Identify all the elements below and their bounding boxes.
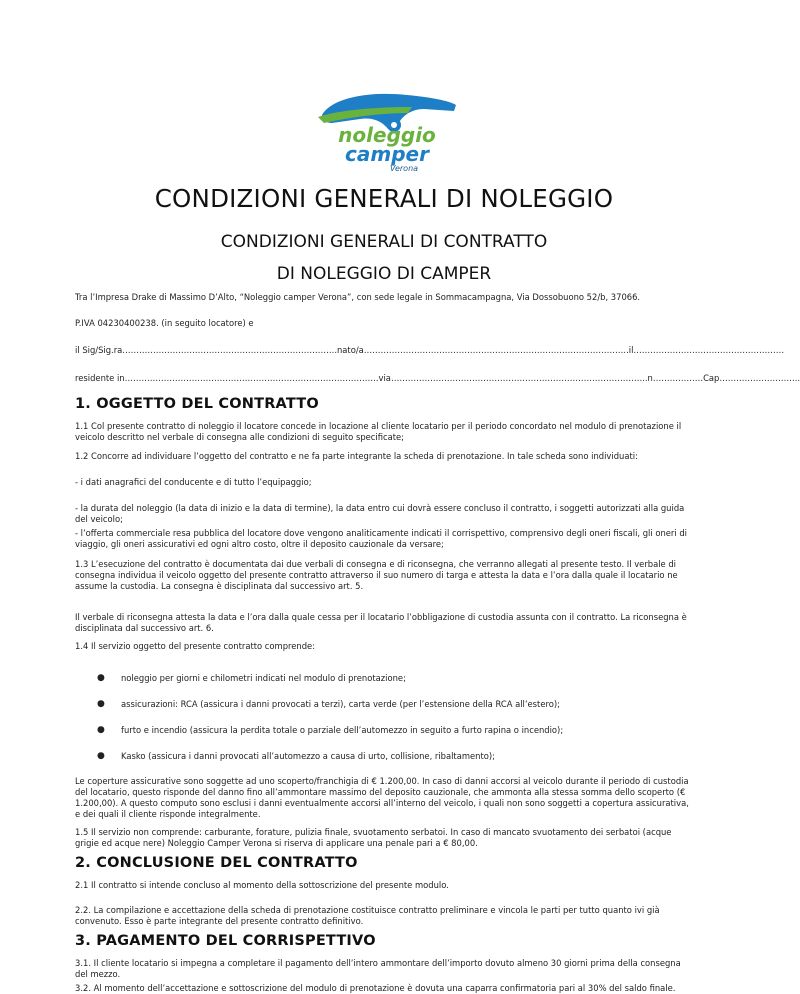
section-1-3: 1.3 L’esecuzione del contratto è documentata dai due verbali di consegna e di riconsegna, che verranno allegati al presente testo. Il verbale di consegna individua il veicolo oggetto del presente contratto attraverso il suo numero di targa e attesta la data e l’ora dalla quale il locatario ne assume la custodia. La consegna è disciplinata dal successivo art. 5. [75, 559, 678, 591]
intro-client-address-line: residente in……………………………………………………………………………….via………………………………………………………………………………..n………………Cap……………………….. [75, 373, 800, 383]
section-3-heading: 3. PAGAMENTO DEL CORRISPETTIVO [75, 933, 376, 949]
section-2-1: 2.1 Il contratto si intende concluso al momento della sottoscrizione del presente modulo. [75, 880, 449, 890]
section-1-2-item-3: - l’offerta commerciale resa pubblica del locatore dove vengono analiticamente indicati il corrispettivo, comprensivo degli oneri fiscali, gli oneri di viaggio, gli oneri assicurativi ed ogni altro costo, oltre il deposito cauzionale da versare; [75, 528, 688, 549]
document-subtitle-1: CONDIZIONI GENERALI DI CONTRATTO [220, 232, 548, 252]
section-1-insurance-note: Le coperture assicurative sono soggette ad uno scoperto/franchigia di € 1.200,00. In caso di danni accorsi al veicolo durante il periodo di custodia del locatario, questo risponde del danno fino all’ammontare massimo del deposito cauzionale, che ammonta alla stessa somma dello scoperto (€ 1.200,00). A questo computo sono esclusi i danni eventualmente accorsi all’interno del veicolo, i quali non sono soggetti a copertura assicurativa, e dei quali il cliente risponde integralmente. [75, 776, 689, 819]
document-title: CONDIZIONI GENERALI DI NOLEGGIO [154, 184, 614, 213]
list-item-text: Kasko (assicura i danni provocati all’automezzo a causa di urto, collisione, ribaltamento); [121, 751, 495, 761]
section-1-3-riconsegna: Il verbale di riconsegna attesta la data e l’ora dalla quale cessa per il locatario l’obbligazione di custodia assunta con il contratto. La riconsegna è disciplinata dal successivo art. 6. [75, 612, 687, 633]
svg-text:Verona: Verona [389, 164, 419, 173]
document-subtitle-2: DI NOLEGGIO DI CAMPER [276, 264, 492, 284]
svg-text:noleggio: noleggio [338, 123, 436, 147]
section-1-heading: 1. OGGETTO DEL CONTRATTO [75, 396, 319, 412]
list-item [0, 673, 768, 685]
noleggio-camper-verona-logo [312, 85, 462, 175]
section-3-1: 3.1. Il cliente locatario si impegna a completare il pagamento dell’intero ammontare dell’importo dovuto almeno 30 giorni prima della consegna del mezzo. [75, 958, 681, 979]
section-1-2-item-1: - i dati anagrafici del conducente e di tutto l’equipaggio; [75, 477, 312, 487]
section-2-2: 2.2. La compilazione e accettazione della scheda di prenotazione costituisce contratto preliminare e vincola le parti per tutto quanto ivi già convenuto. Esso è parte integrante del presente contratto definitivo. [75, 905, 660, 926]
list-item-text: assicurazioni: RCA (assicura i danni provocati a terzi), carta verde (per l’estensione della RCA all’estero); [121, 699, 560, 709]
bullet-icon: ● [97, 751, 105, 761]
intro-parties: Tra l’Impresa Drake di Massimo D’Alto, “Noleggio camper Verona”, con sede legale in Sommacampagna, Via Dossobuono 52/b, 37066. [75, 292, 641, 302]
section-3-2: 3.2. Al momento dell’accettazione e sottoscrizione del modulo di prenotazione è dovuta una caparra confirmatoria pari al 30% del saldo finale. [75, 983, 676, 993]
section-1-4: 1.4 Il servizio oggetto del presente contratto comprende: [75, 641, 316, 651]
list-item [0, 751, 768, 763]
section-1-1: 1.1 Col presente contratto di noleggio il locatore concede in locazione al cliente locatario per il periodo concordato nel modulo di prenotazione il veicolo descritto nel verbale di consegna alle condizioni di seguito specificate; [75, 421, 682, 442]
bullet-icon: ● [97, 699, 105, 709]
section-1-5: 1.5 Il servizio non comprende: carburante, forature, pulizia finale, svuotamento serbatoi. In caso di mancato svuotamento dei serbatoi (acque grigie ed acque nere) Noleggio Camper Verona si riserva di applicare una penale pari a € 80,00. [75, 827, 672, 848]
list-item-text: furto e incendio (assicura la perdita totale o parziale dell’automezzo in seguito a furto rapina o incendio); [121, 725, 564, 735]
section-2-heading: 2. CONCLUSIONE DEL CONTRATTO [75, 855, 358, 871]
section-1-2-item-2: - la durata del noleggio (la data di inizio e la data di termine), la data entro cui dovrà essere concluso il contratto, i soggetti autorizzati alla guida del veicolo; [75, 503, 685, 524]
bullet-icon: ● [97, 725, 105, 735]
list-item-text: noleggio per giorni e chilometri indicati nel modulo di prenotazione; [121, 673, 406, 683]
list-item [0, 725, 768, 737]
list-item [0, 699, 768, 711]
section-1-2: 1.2 Concorre ad individuare l’oggetto del contratto e ne fa parte integrante la scheda di prenotazione. In tale scheda sono individuati: [75, 451, 638, 461]
svg-text:camper: camper [345, 142, 429, 166]
intro-vat: P.IVA 04230400238. (in seguito locatore) e [75, 318, 254, 328]
bullet-icon: ● [97, 673, 105, 683]
intro-client-name-line: il Sig/Sig.ra…………………………………………………………………..nato/a…………………………………………………………………………………..il……………………………………………… [75, 345, 785, 355]
